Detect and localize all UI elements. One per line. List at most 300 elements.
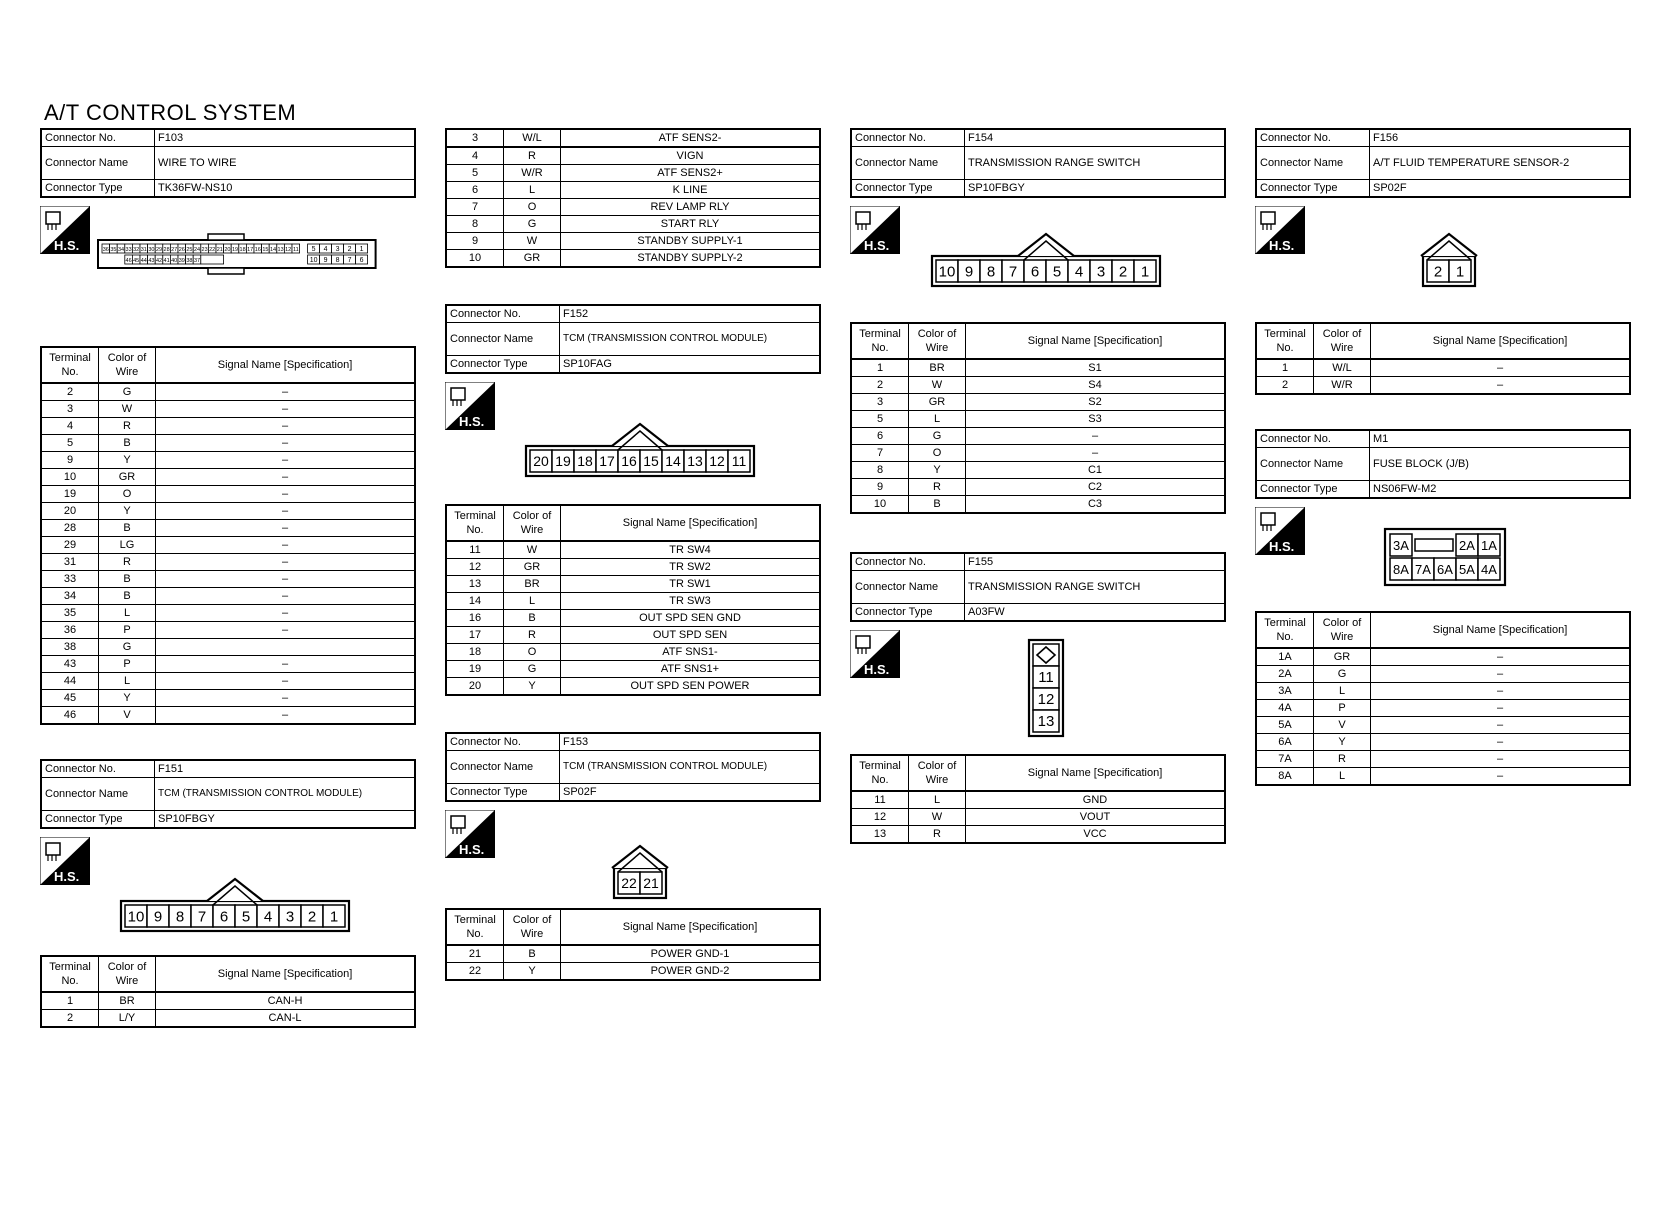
wire-color: L (1314, 768, 1371, 786)
terminal-no: 36 (41, 622, 99, 639)
wire-color: G (504, 216, 561, 233)
header-terminal-no: Terminal No. (851, 755, 909, 791)
pin-table-m1 (1255, 611, 1631, 786)
signal-name: – (156, 469, 416, 486)
terminal-no: 38 (41, 639, 99, 656)
f155-connector-type: A03FW (965, 604, 1226, 622)
signal-name: – (156, 571, 416, 588)
wire-color: G (909, 428, 966, 445)
wire-color: R (99, 554, 156, 571)
wire-color: Y (99, 690, 156, 707)
f153-connector-name: TCM (TRANSMISSION CONTROL MODULE) (560, 751, 821, 784)
pin-number: 43 (148, 258, 155, 264)
header-color-of-wire: Color of Wire (99, 347, 156, 383)
wire-color: R (909, 479, 966, 496)
connector-tab (208, 234, 244, 240)
column-2 (445, 128, 821, 981)
wire-color: G (99, 383, 156, 401)
terminal-no: 21 (446, 945, 504, 963)
header-color-of-wire: Color of Wire (1314, 612, 1371, 648)
f154-connector-name: TRANSMISSION RANGE SWITCH (965, 147, 1226, 180)
pin-number: 9 (964, 263, 974, 281)
terminal-no: 6 (851, 428, 909, 445)
terminal-no: 2 (851, 377, 909, 394)
header-signal-name: Signal Name [Specification] (966, 323, 1226, 359)
svg-text:H.S.: H.S. (54, 238, 80, 253)
pin-number: 21 (216, 247, 223, 253)
pin-number: 6 (1030, 263, 1040, 281)
pin-number: 8A (1393, 562, 1409, 577)
terminal-no: 43 (41, 656, 99, 673)
connector-face-f156 (1255, 254, 1631, 322)
pin-number: 7 (197, 908, 207, 926)
column-3 (850, 128, 1226, 844)
connector-tab (1018, 234, 1074, 256)
pin-number: 21 (643, 875, 659, 892)
signal-name: – (966, 428, 1226, 445)
pin-number: 19 (231, 247, 239, 253)
pin-row (41, 571, 415, 588)
label-connector-no: Connector No. (41, 129, 155, 147)
signal-name: – (1371, 768, 1631, 786)
pin-number: 45 (133, 258, 140, 264)
wire-color: B (99, 588, 156, 605)
connector-tab (1421, 234, 1477, 256)
column-4 (1255, 128, 1631, 786)
pin-row (446, 610, 820, 627)
wire-color: L (99, 673, 156, 690)
wire-color: BR (909, 359, 966, 377)
pin-number: 7 (347, 257, 352, 264)
pin-number: 5 (311, 246, 316, 253)
wire-color: W (504, 233, 561, 250)
wire-color: B (504, 610, 561, 627)
terminal-no: 3 (851, 394, 909, 411)
wire-color: B (909, 496, 966, 514)
terminal-no: 2 (41, 1010, 99, 1028)
f154-connector-no: F154 (965, 129, 1226, 147)
signal-name: – (156, 452, 416, 469)
wire-color: Y (1314, 734, 1371, 751)
wire-color: W/R (1314, 377, 1371, 395)
terminal-no: 2 (1256, 377, 1314, 395)
f155-connector-name: TRANSMISSION RANGE SWITCH (965, 571, 1226, 604)
pin-row (851, 826, 1225, 844)
signal-name: TR SW4 (561, 541, 821, 559)
pin-number: 24 (193, 247, 201, 253)
pin-number: 8 (175, 908, 185, 926)
terminal-no: 34 (41, 588, 99, 605)
connector-info-f156 (1255, 128, 1631, 198)
wire-color: GR (99, 469, 156, 486)
svg-text:H.S.: H.S. (459, 842, 485, 857)
signal-name: – (156, 622, 416, 639)
pin-number: 25 (186, 247, 193, 253)
terminal-no: 13 (446, 576, 504, 593)
svg-text:H.S.: H.S. (459, 414, 485, 429)
wire-color: L (909, 791, 966, 809)
signal-name: POWER GND-1 (561, 945, 821, 963)
terminal-no: 5 (41, 435, 99, 452)
signal-name: CAN-H (156, 992, 416, 1010)
label-connector-name: Connector Name (41, 778, 155, 811)
pin-number: 1 (1140, 263, 1150, 281)
pin-number: 3 (1096, 263, 1106, 281)
pin-row (41, 503, 415, 520)
wire-color: BR (504, 576, 561, 593)
pin-number: 9 (323, 257, 328, 264)
terminal-no: 14 (446, 593, 504, 610)
signal-name: – (1371, 683, 1631, 700)
connector-face-f154 (850, 254, 1226, 322)
pin-row (41, 992, 415, 1010)
wire-color: R (504, 147, 561, 165)
terminal-no: 8A (1256, 768, 1314, 786)
pin-number: 12 (285, 247, 292, 253)
pin-row (446, 661, 820, 678)
pin-row (446, 541, 820, 559)
label-connector-no: Connector No. (1256, 129, 1370, 147)
pin-row (41, 418, 415, 435)
signal-name: STANDBY SUPPLY-2 (561, 250, 821, 268)
pin-number: 3 (335, 246, 340, 253)
signal-name: – (1371, 648, 1631, 666)
f151-connector-name: TCM (TRANSMISSION CONTROL MODULE) (155, 778, 416, 811)
terminal-no: 8 (446, 216, 504, 233)
pin-row (41, 639, 415, 656)
pin-row (851, 377, 1225, 394)
wire-color: W (909, 377, 966, 394)
pin-number: 10 (938, 263, 956, 281)
m1-connector-no: M1 (1370, 430, 1631, 448)
signal-name: – (1371, 734, 1631, 751)
f151-connector-type: SP10FBGY (155, 811, 416, 829)
pin-row (446, 182, 820, 199)
signal-name: START RLY (561, 216, 821, 233)
lock-slot (1415, 539, 1453, 551)
terminal-no: 5A (1256, 717, 1314, 734)
pin-number: 5A (1459, 562, 1475, 577)
pin-row (446, 147, 820, 165)
wire-color: B (99, 520, 156, 537)
terminal-no: 5 (446, 165, 504, 182)
terminal-no: 4A (1256, 700, 1314, 717)
signal-name: TR SW3 (561, 593, 821, 610)
wire-color: B (504, 945, 561, 963)
pin-row (446, 199, 820, 216)
pin-row (446, 593, 820, 610)
pin-number: 11 (1038, 669, 1054, 686)
pin-number: 37 (193, 258, 201, 264)
pin-number: 6 (359, 257, 364, 264)
terminal-no: 7A (1256, 751, 1314, 768)
pin-number: 23 (201, 247, 208, 253)
pin-number: 18 (577, 453, 593, 470)
pin-number: 18 (239, 247, 246, 253)
wire-color: GR (504, 559, 561, 576)
pin-number: 1A (1481, 538, 1497, 553)
signal-name: POWER GND-2 (561, 963, 821, 981)
pin-number: 8 (335, 257, 340, 264)
connector-info-f155 (850, 552, 1226, 622)
wire-color: Y (99, 452, 156, 469)
pin-number: 39 (178, 258, 185, 264)
pin-number: 5 (241, 908, 251, 926)
pin-number: 44 (140, 258, 147, 264)
terminal-no: 28 (41, 520, 99, 537)
header-signal-name: Signal Name [Specification] (1371, 612, 1631, 648)
wire-color: R (99, 418, 156, 435)
pin-table-f155 (850, 754, 1226, 844)
pin-number: 28 (163, 247, 170, 253)
pin-row (446, 559, 820, 576)
pin-row (41, 605, 415, 622)
header-signal-name: Signal Name [Specification] (156, 956, 416, 992)
signal-name: C2 (966, 479, 1226, 496)
label-connector-no: Connector No. (446, 305, 560, 323)
connector-info-f103 (40, 128, 416, 198)
terminal-no: 20 (446, 678, 504, 696)
pin-row (1256, 734, 1630, 751)
signal-name: – (156, 401, 416, 418)
pin-number: 13 (687, 453, 703, 470)
signal-name: ATF SNS1- (561, 644, 821, 661)
label-connector-name: Connector Name (41, 147, 155, 180)
signal-name: K LINE (561, 182, 821, 199)
pin-row (41, 383, 415, 401)
pin-row (1256, 666, 1630, 683)
signal-name: GND (966, 791, 1226, 809)
pin-row (1256, 683, 1630, 700)
signal-name: – (1371, 377, 1631, 395)
connector-info-f153 (445, 732, 821, 802)
wire-color: R (504, 627, 561, 644)
connector-tab (207, 879, 263, 901)
pin-number: 11 (292, 247, 299, 253)
f152-connector-name: TCM (TRANSMISSION CONTROL MODULE) (560, 323, 821, 356)
pin-row (41, 690, 415, 707)
pin-number: 36 (102, 247, 109, 253)
terminal-no: 44 (41, 673, 99, 690)
f154-connector-type: SP10FBGY (965, 180, 1226, 198)
header-terminal-no: Terminal No. (446, 505, 504, 541)
signal-name: VOUT (966, 809, 1226, 826)
pin-number: 13 (1037, 713, 1055, 730)
header-color-of-wire: Color of Wire (504, 909, 561, 945)
terminal-no: 29 (41, 537, 99, 554)
pin-row (851, 394, 1225, 411)
wire-color: V (1314, 717, 1371, 734)
signal-name: S2 (966, 394, 1226, 411)
pin-number: 41 (163, 258, 170, 264)
label-connector-name: Connector Name (446, 323, 560, 356)
f103-connector-name: WIRE TO WIRE (155, 147, 416, 180)
pin-row (446, 250, 820, 268)
pin-number: 7A (1415, 562, 1431, 577)
signal-name: OUT SPD SEN POWER (561, 678, 821, 696)
wire-color: L (909, 411, 966, 428)
wire-color: GR (1314, 648, 1371, 666)
f156-connector-name: A/T FLUID TEMPERATURE SENSOR-2 (1370, 147, 1631, 180)
wire-color: L/Y (99, 1010, 156, 1028)
pin-number: 2 (1118, 263, 1128, 281)
terminal-no: 7 (446, 199, 504, 216)
terminal-no: 22 (446, 963, 504, 981)
pin-table-f153 (445, 908, 821, 981)
terminal-no: 1A (1256, 648, 1314, 666)
signal-name: TR SW1 (561, 576, 821, 593)
f152-connector-no: F152 (560, 305, 821, 323)
pin-row (446, 945, 820, 963)
m1-connector-type: NS06FW-M2 (1370, 481, 1631, 499)
pin-number: 19 (555, 453, 571, 470)
pin-number: 6A (1437, 562, 1453, 577)
pin-number: 14 (269, 247, 277, 253)
pin-number: 15 (262, 247, 269, 253)
wire-color: W (909, 809, 966, 826)
label-connector-type: Connector Type (446, 356, 560, 374)
f153-connector-type: SP02F (560, 784, 821, 802)
terminal-no: 17 (446, 627, 504, 644)
wire-color: L (1314, 683, 1371, 700)
wire-color: LG (99, 537, 156, 554)
wire-color: R (1314, 751, 1371, 768)
pin-row (446, 216, 820, 233)
label-connector-type: Connector Type (41, 180, 155, 198)
wire-color: P (99, 656, 156, 673)
label-connector-type: Connector Type (851, 180, 965, 198)
terminal-no: 19 (446, 661, 504, 678)
header-color-of-wire: Color of Wire (504, 505, 561, 541)
wire-color: W/L (1314, 359, 1371, 377)
signal-name: – (156, 383, 416, 401)
pin-row (851, 479, 1225, 496)
signal-name: CAN-L (156, 1010, 416, 1028)
pin-row (41, 1010, 415, 1028)
pin-number: 4 (323, 246, 328, 253)
page-title: A/T CONTROL SYSTEM (44, 100, 297, 125)
pin-number: 31 (140, 247, 147, 253)
signal-name: ATF SENS2- (561, 129, 821, 147)
label-connector-name: Connector Name (851, 571, 965, 604)
label-connector-no: Connector No. (446, 733, 560, 751)
wire-color: B (99, 435, 156, 452)
signal-name: OUT SPD SEN GND (561, 610, 821, 627)
pin-number: 30 (148, 247, 155, 253)
svg-text:H.S.: H.S. (54, 869, 80, 884)
wire-color: Y (909, 462, 966, 479)
header-signal-name: Signal Name [Specification] (1371, 323, 1631, 359)
terminal-no: 4 (446, 147, 504, 165)
pin-row (446, 233, 820, 250)
signal-name: – (156, 656, 416, 673)
wire-color: W (504, 541, 561, 559)
terminal-no: 5 (851, 411, 909, 428)
wire-color: O (99, 486, 156, 503)
label-connector-no: Connector No. (851, 129, 965, 147)
connector-tab (208, 268, 244, 274)
pin-row (851, 428, 1225, 445)
terminal-no: 2A (1256, 666, 1314, 683)
pin-row (41, 707, 415, 725)
wire-color: BR (99, 992, 156, 1010)
header-signal-name: Signal Name [Specification] (966, 755, 1226, 791)
header-terminal-no: Terminal No. (1256, 612, 1314, 648)
pin-number: 1 (329, 908, 339, 926)
terminal-no: 45 (41, 690, 99, 707)
pin-row (446, 129, 820, 147)
terminal-no: 18 (446, 644, 504, 661)
pin-number: 38 (186, 258, 193, 264)
pin-number: 7 (1008, 263, 1018, 281)
wire-color: W/R (504, 165, 561, 182)
wire-color: P (99, 622, 156, 639)
header-terminal-no: Terminal No. (446, 909, 504, 945)
signal-name: – (1371, 717, 1631, 734)
terminal-no: 9 (851, 479, 909, 496)
connector-face-f152 (445, 430, 821, 504)
header-color-of-wire: Color of Wire (909, 323, 966, 359)
wire-color: Y (504, 963, 561, 981)
label-connector-type: Connector Type (851, 604, 965, 622)
pin-number: 3A (1393, 538, 1409, 553)
pin-row (1256, 700, 1630, 717)
pin-number: 46 (125, 258, 132, 264)
header-terminal-no: Terminal No. (1256, 323, 1314, 359)
connector-info-f152 (445, 304, 821, 374)
terminal-no: 35 (41, 605, 99, 622)
pin-number: 12 (709, 453, 725, 470)
pin-row (446, 644, 820, 661)
terminal-no: 3 (41, 401, 99, 418)
header-terminal-no: Terminal No. (41, 347, 99, 383)
pin-number: 3 (285, 908, 295, 926)
signal-name: – (156, 537, 416, 554)
pin-row (446, 963, 820, 981)
terminal-no: 16 (446, 610, 504, 627)
pin-number: 32 (133, 247, 140, 253)
pin-row (851, 462, 1225, 479)
label-connector-no: Connector No. (41, 760, 155, 778)
label-connector-type: Connector Type (446, 784, 560, 802)
pin-row (1256, 717, 1630, 734)
label-connector-no: Connector No. (851, 553, 965, 571)
label-connector-name: Connector Name (446, 751, 560, 784)
terminal-no: 33 (41, 571, 99, 588)
f152-connector-type: SP10FAG (560, 356, 821, 374)
wire-color: GR (909, 394, 966, 411)
pin-number: 13 (277, 247, 284, 253)
signal-name: – (1371, 700, 1631, 717)
wire-color: W/L (504, 129, 561, 147)
label-connector-name: Connector Name (851, 147, 965, 180)
svg-text:H.S.: H.S. (1269, 539, 1295, 554)
terminal-no: 9 (41, 452, 99, 469)
wire-color: R (909, 826, 966, 844)
f103-connector-no: F103 (155, 129, 416, 147)
pin-number: 29 (155, 247, 163, 253)
pin-number: 34 (117, 247, 125, 253)
signal-name: – (156, 435, 416, 452)
pin-row (446, 576, 820, 593)
wire-color: G (504, 661, 561, 678)
pin-number: 1 (1455, 263, 1465, 281)
wire-color: L (504, 182, 561, 199)
terminal-no: 1 (41, 992, 99, 1010)
column-1 (40, 128, 416, 1028)
terminal-no: 7 (851, 445, 909, 462)
wire-color: B (99, 571, 156, 588)
